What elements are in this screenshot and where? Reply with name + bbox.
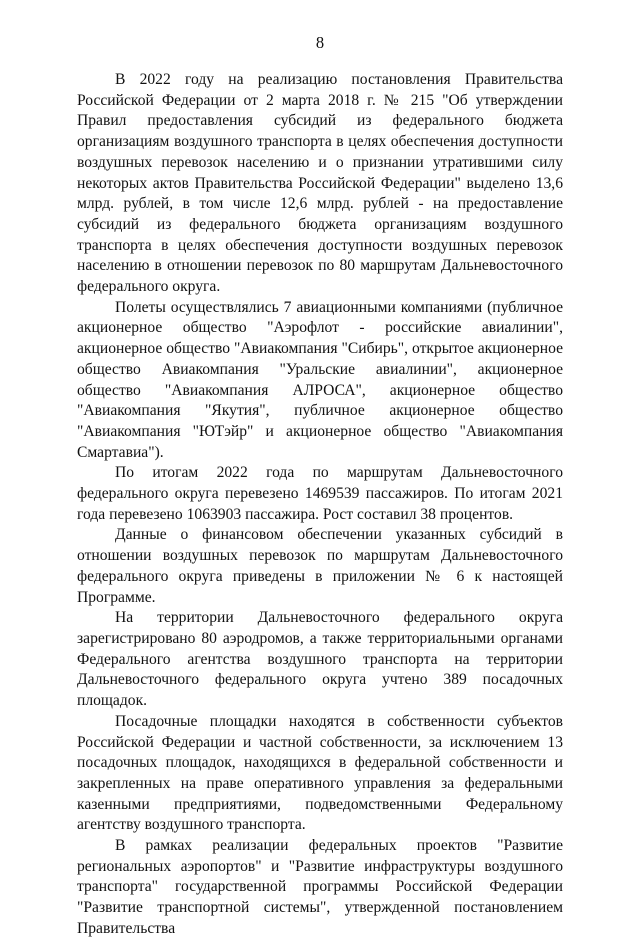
paragraph-passenger-results: По итогам 2022 года по маршрутам Дальневосточного федерального округа перевезено 1469539 пассажиров. По итогам 2021 года перевезено 1063903 пассажира. Рост составил 38 процентов. [77,464,563,523]
paragraph-federal-projects: В рамках реализации федеральных проектов "Развитие региональных аэропортов" и "Развитие инфраструктуры воздушного транспорта" государственной программы Российской Федерации "Развитие транспортной системы", утвержденной постановлением Правительства [77,837,563,937]
paragraph-financing-data: Данные о финансовом обеспечении указанных субсидий в отношении воздушных перевозок по маршрутам Дальневосточного федерального округа приведены в приложении № 6 к настоящей Программе. [77,526,563,606]
paragraph-landing-sites-ownership: Посадочные площадки находятся в собственности субъектов Российской Федерации и частной собственности, за исключением 13 посадочных площадок, находящихся в федеральной собственности и закрепленных на праве оперативного управления за федеральными казенными предприятиями, подведомственными Федеральному агентству воздушного транспорта. [77,712,563,834]
paragraph-aerodromes: На территории Дальневосточного федерального округа зарегистрировано 80 аэродромов, а также территориальными органами Федерального агентства воздушного транспорта на территории Дальневосточного федерального округа учтено 389 посадочных площадок. [77,609,563,710]
paragraph-air-transport-subsidies: В 2022 году на реализацию постановления Правительства Российской Федерации от 2 марта 2018 г. № 215 "Об утверждении Правил предоставления субсидий из федерального бюджета организациям воздушного транспорта в целях обеспечения доступности воздушных перевозок населению и о признании утратившими силу некоторых актов Правительства Российской Федерации" выделено 13,6 млрд. рублей, в том числе 12,6 млрд. рублей - на предоставление субсидий из федерального бюджета организациям воздушного транспорта в целях обеспечения доступности воздушных перевозок населению в отношении перевозок по 80 маршрутам Дальневосточного федерального округа. [77,71,563,296]
page-number: 8 [315,33,325,52]
document-body [77,70,563,940]
paragraph-airlines: Полеты осуществлялись 7 авиационными компаниями (публичное акционерное общество "Аэрофлот - российские авиалинии", акционерное общество "Авиакомпания "Сибирь", открытое акционерное общество Авиакомпания "Уральские авиалинии", акционерное общество "Авиакомпания АЛРОСА", акционерное общество "Авиакомпания "Якутия", публичное акционерное общество "Авиакомпания "ЮТэйр" и акционерное общество "Авиакомпания Смартавиа"). [77,298,563,461]
